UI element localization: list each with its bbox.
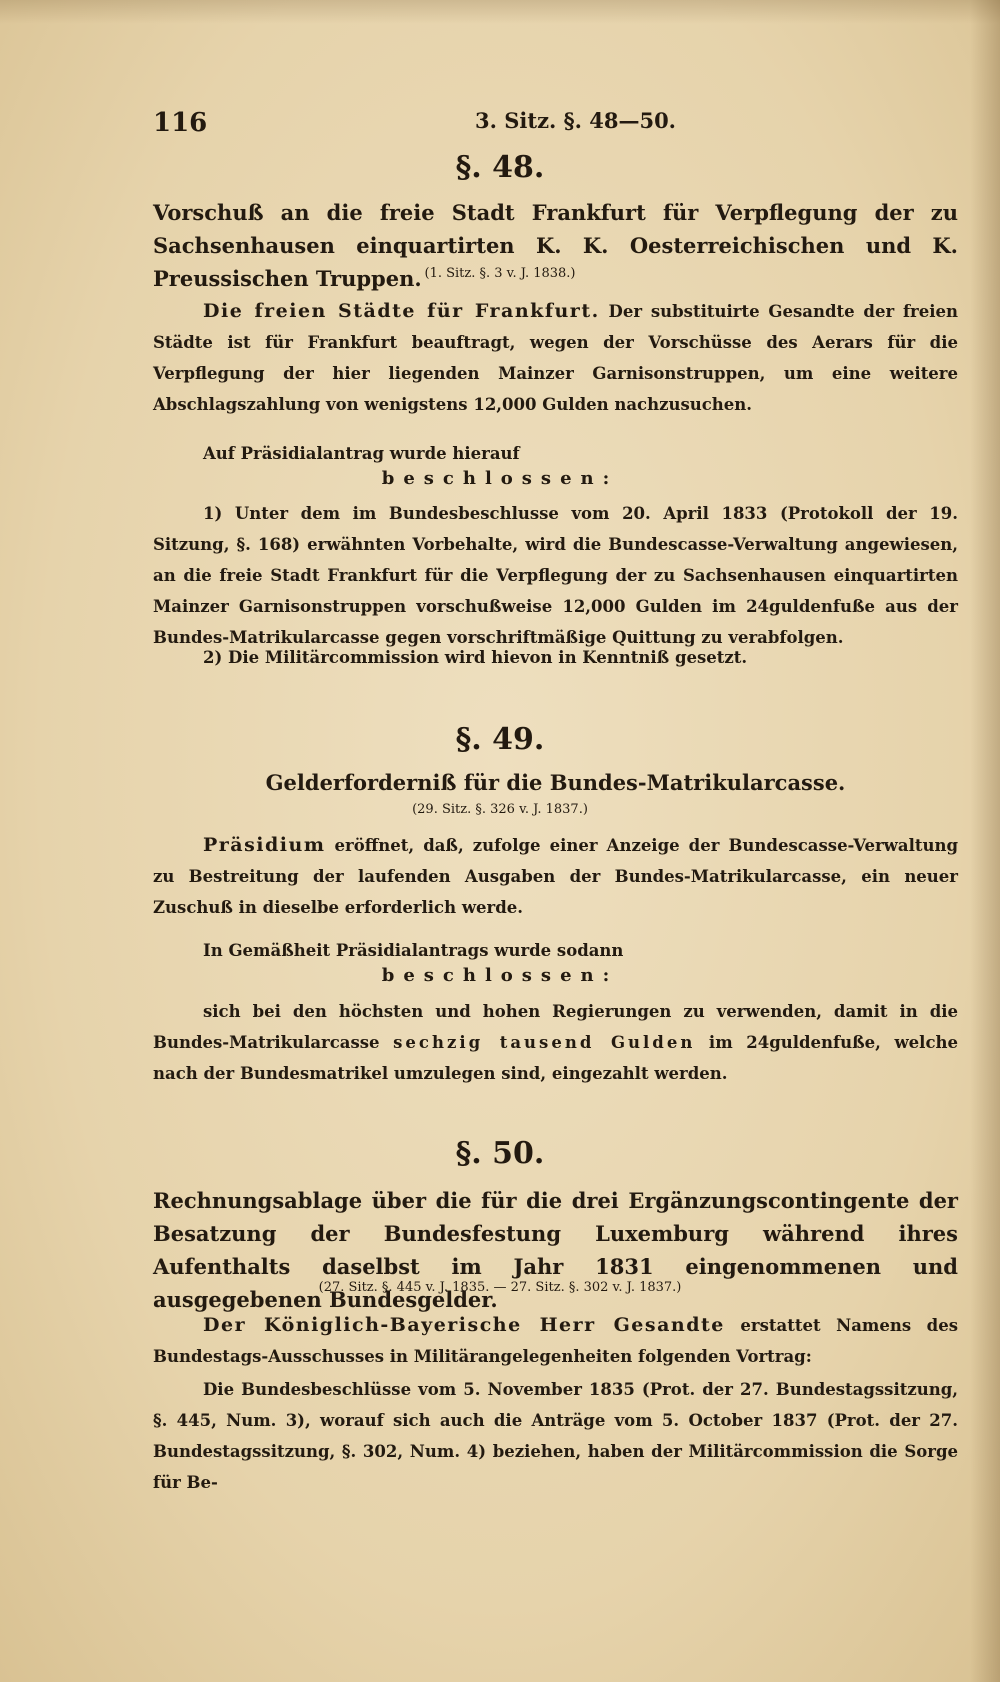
section-50-heading: Rechnungsablage über die für die drei Ergänzungscontingente der Besatzung der Bundesfestung Luxemburg während ihres Aufenthalts daselbst im Jahr 1831 eingenommenen und ausgegebenen Bundesgelder.	[153, 1188, 958, 1312]
section-49-citation: (29. Sitz. §. 326 v. J. 1837.)	[412, 802, 588, 817]
section-49-amount: sechzig tausend Gulden	[393, 1033, 696, 1052]
section-48-item-2: 2) Die Militärcommission wird hievon in Kenntniß gesetzt.	[203, 648, 748, 667]
section-49-paragraph-3-text-b: im 24guldenfuße, welche nach der Bundesmatrikel umzulegen sind, eingezahlt werden.	[153, 1033, 958, 1083]
section-48-item-1: 1) Unter dem im Bundesbeschlusse vom 20. April 1833 (Protokoll der 19. Sitzung, §. 168) erwähnten Vorbehalte, wird die Bundescasse-Verwaltung angewiesen, an die freie Stadt Frankfurt für die Verpflegung der zu Sachsenhausen einquartirten Mainzer Garnisonstruppen vorschußweise 12,000 Gulden im 24guldenfuße aus der Bundes-Matrikularcasse gegen vorschriftmäßige Quittung zu verabfolgen.	[153, 504, 958, 647]
section-48-resolved: beschlossen:	[381, 468, 619, 489]
section-49-speaker: Präsidium	[203, 834, 326, 856]
section-50-citation: (27. Sitz. §. 445 v. J. 1835. — 27. Sitz. §. 302 v. J. 1837.)	[318, 1280, 682, 1295]
section-49-resolved: beschlossen:	[381, 965, 619, 986]
section-49-paragraph-2: In Gemäßheit Präsidialantrags wurde sodann	[203, 941, 624, 960]
page-top-shadow	[0, 0, 1000, 24]
section-50-paragraph-1-text: erstattet Namens des Bundestags-Ausschusses in Militärangelegenheiten folgenden Vortrag:	[153, 1316, 958, 1366]
running-head: 3. Sitz. §. 48—50.	[475, 108, 676, 133]
section-48-paragraph-2: Auf Präsidialantrag wurde hierauf	[203, 444, 520, 463]
section-50-paragraph-1	[153, 1310, 958, 1372]
section-50-speaker: Der Königlich-Bayerische Herr Gesandte	[203, 1314, 725, 1336]
section-50-title: §. 50.	[455, 1136, 545, 1171]
page-number: 116	[153, 108, 208, 138]
section-48-citation: (1. Sitz. §. 3 v. J. 1838.)	[424, 266, 576, 281]
section-49-paragraph-1-text: eröffnet, daß, zufolge einer Anzeige der Bundescasse-Verwaltung zu Bestreitung der laufenden Ausgaben der Bundes-Matrikularcasse, ein neuer Zuschuß in dieselbe erforderlich werde.	[153, 836, 959, 917]
section-49-title: §. 49.	[455, 722, 545, 757]
section-49-paragraph-3	[153, 996, 958, 1089]
section-48-title: §. 48.	[455, 150, 545, 185]
section-48-paragraph-1	[153, 296, 958, 420]
section-49-heading: Gelderforderniß für die Bundes-Matrikularcasse.	[265, 770, 846, 795]
section-49-paragraph-1	[153, 830, 958, 923]
section-48-heading: Vorschuß an die freie Stadt Frankfurt für Verpflegung der zu Sachsenhausen einquartirten K. K. Oesterreichischen und K. Preussischen Truppen.	[153, 200, 958, 291]
section-48-speaker: Die freien Städte für Frankfurt.	[203, 300, 600, 322]
section-49-paragraph-3-text-a: sich bei den höchsten und hohen Regierungen zu verwenden, damit in die Bundes-Matrikularcasse	[153, 1002, 958, 1052]
section-48-paragraph-1-text: Der substituirte Gesandte der freien Städte ist für Frankfurt beauftragt, wegen der Vorschüsse des Aerars für die Verpflegung der hier liegenden Mainzer Garnisonstruppen, um eine weitere Abschlagszahlung von wenigstens 12,000 Gulden nachzusuchen.	[153, 302, 959, 414]
page-gutter-shadow	[970, 0, 1000, 1682]
section-50-paragraph-2: Die Bundesbeschlüsse vom 5. November 1835 (Prot. der 27. Bundestagssitzung, §. 445, Num. 3), worauf sich auch die Anträge vom 5. October 1837 (Prot. der 27. Bundestagssitzung, §. 302, Num. 4) beziehen, haben der Militärcommission die Sorge für Be-	[153, 1380, 958, 1492]
